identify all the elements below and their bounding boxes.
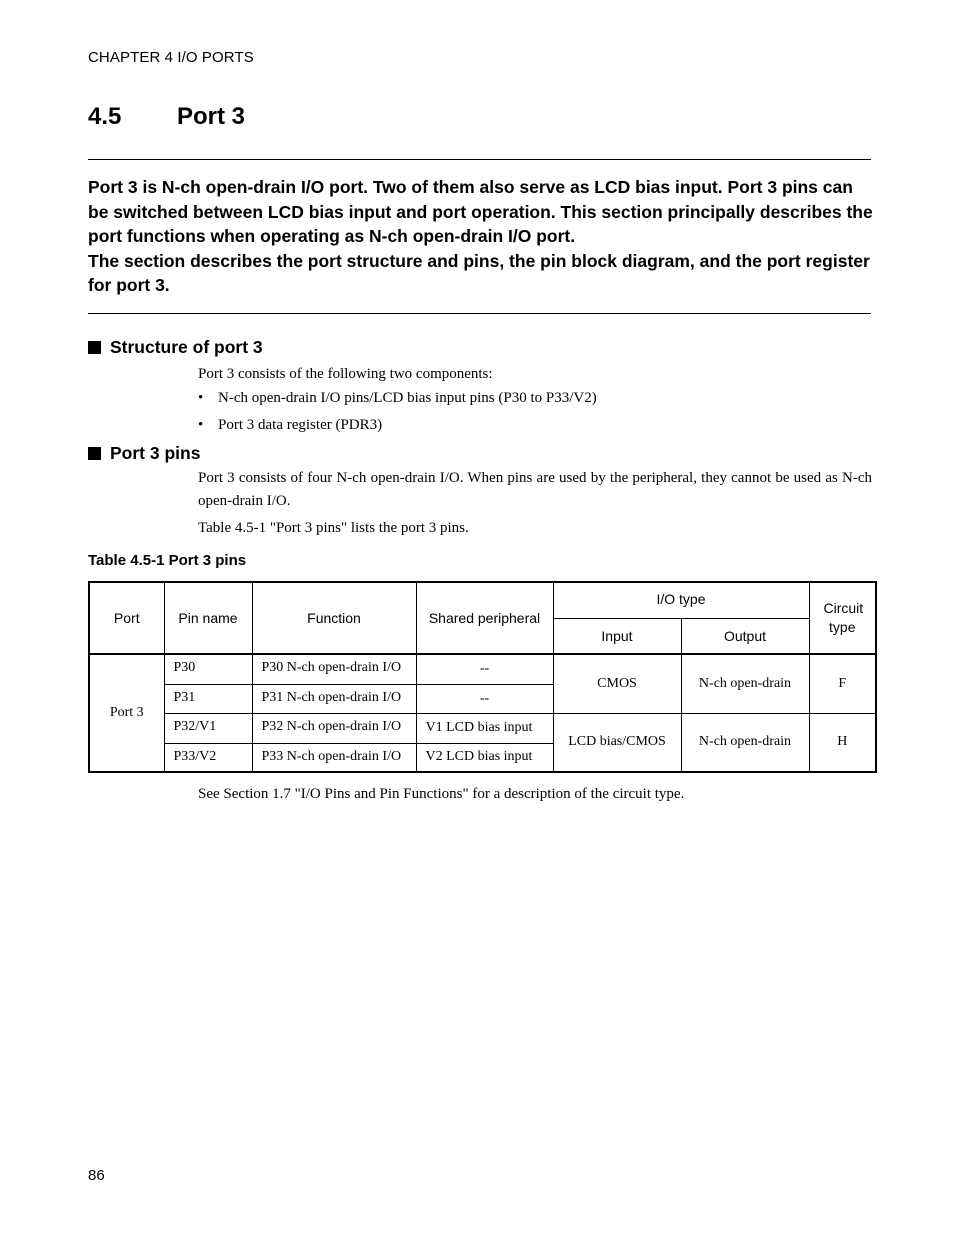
header-circuit-type: Circuit type [809, 582, 876, 654]
table-reference: Table 4.5-1 "Port 3 pins" lists the port 3 pins. [198, 520, 469, 536]
square-bullet-icon [88, 341, 101, 354]
header-pin-name: Pin name [164, 582, 252, 654]
table-caption: Table 4.5-1 Port 3 pins [88, 552, 247, 569]
function-cell: P33 N-ch open-drain I/O [252, 743, 416, 772]
header-io-type: I/O type [553, 582, 809, 618]
table-row [89, 654, 876, 684]
bullet-dot-icon: • [198, 417, 204, 433]
header-shared-peripheral: Shared peripheral [416, 582, 553, 654]
bottom-divider [88, 313, 871, 314]
structure-lead: Port 3 consists of the following two components: [198, 366, 493, 382]
port-cell: Port 3 [89, 654, 164, 772]
function-cell: P31 N-ch open-drain I/O [252, 684, 416, 713]
pin-name-cell: P32/V1 [164, 713, 252, 743]
pin-name-cell: P31 [164, 684, 252, 713]
header-function: Function [252, 582, 416, 654]
running-header: CHAPTER 4 I/O PORTS [88, 49, 254, 66]
intro-paragraph-2: The section describes the port structure and pins, the pin block diagram, and the port register for port 3. [88, 250, 870, 296]
port3-pins-table [88, 581, 877, 773]
header-input: Input [553, 618, 681, 654]
bullet-dot-icon: • [198, 390, 204, 406]
shared-peripheral-cell: V1 LCD bias input [416, 713, 553, 743]
header-port: Port [89, 582, 164, 654]
shared-peripheral-cell: -- [416, 684, 553, 713]
bullet-text: Port 3 data register (PDR3) [218, 417, 383, 433]
section-title: Port 3 [177, 103, 246, 130]
square-bullet-icon [88, 447, 101, 460]
pins-heading-text: Port 3 pins [110, 443, 201, 463]
output-cell: N-ch open-drain [681, 713, 809, 772]
pins-heading [88, 443, 200, 464]
top-divider [88, 159, 871, 160]
pins-paragraph: Port 3 consists of four N-ch open-drain I/O. When pins are used by the peripheral, they cannot be used as N-ch open-drain I/O. [198, 470, 872, 509]
section-number: 4.5 [88, 103, 122, 130]
structure-bullet [198, 417, 382, 434]
function-cell: P32 N-ch open-drain I/O [252, 713, 416, 743]
circuit-type-note: See Section 1.7 "I/O Pins and Pin Functions" for a description of the circuit type. [198, 786, 685, 802]
header-output: Output [681, 618, 809, 654]
circuit-type-cell: H [809, 713, 876, 772]
pin-name-cell: P30 [164, 654, 252, 684]
table-row [89, 713, 876, 743]
intro-summary [88, 175, 878, 298]
intro-paragraph-1: Port 3 is N-ch open-drain I/O port. Two of them also serve as LCD bias input. Port 3 pins can be switched between LCD bias input and port operation. This section principally describes the port functions when operating as N-ch open-drain I/O port. [88, 177, 873, 247]
input-cell: CMOS [553, 654, 681, 713]
shared-peripheral-cell: -- [416, 654, 553, 684]
output-cell: N-ch open-drain [681, 654, 809, 713]
structure-heading [88, 337, 263, 358]
function-cell: P30 N-ch open-drain I/O [252, 654, 416, 684]
structure-heading-text: Structure of port 3 [110, 337, 263, 357]
structure-bullet [198, 390, 597, 407]
page-number: 86 [88, 1167, 105, 1184]
circuit-type-cell: F [809, 654, 876, 713]
bullet-text: N-ch open-drain I/O pins/LCD bias input pins (P30 to P33/V2) [218, 390, 597, 406]
shared-peripheral-cell: V2 LCD bias input [416, 743, 553, 772]
input-cell: LCD bias/CMOS [553, 713, 681, 772]
pin-name-cell: P33/V2 [164, 743, 252, 772]
